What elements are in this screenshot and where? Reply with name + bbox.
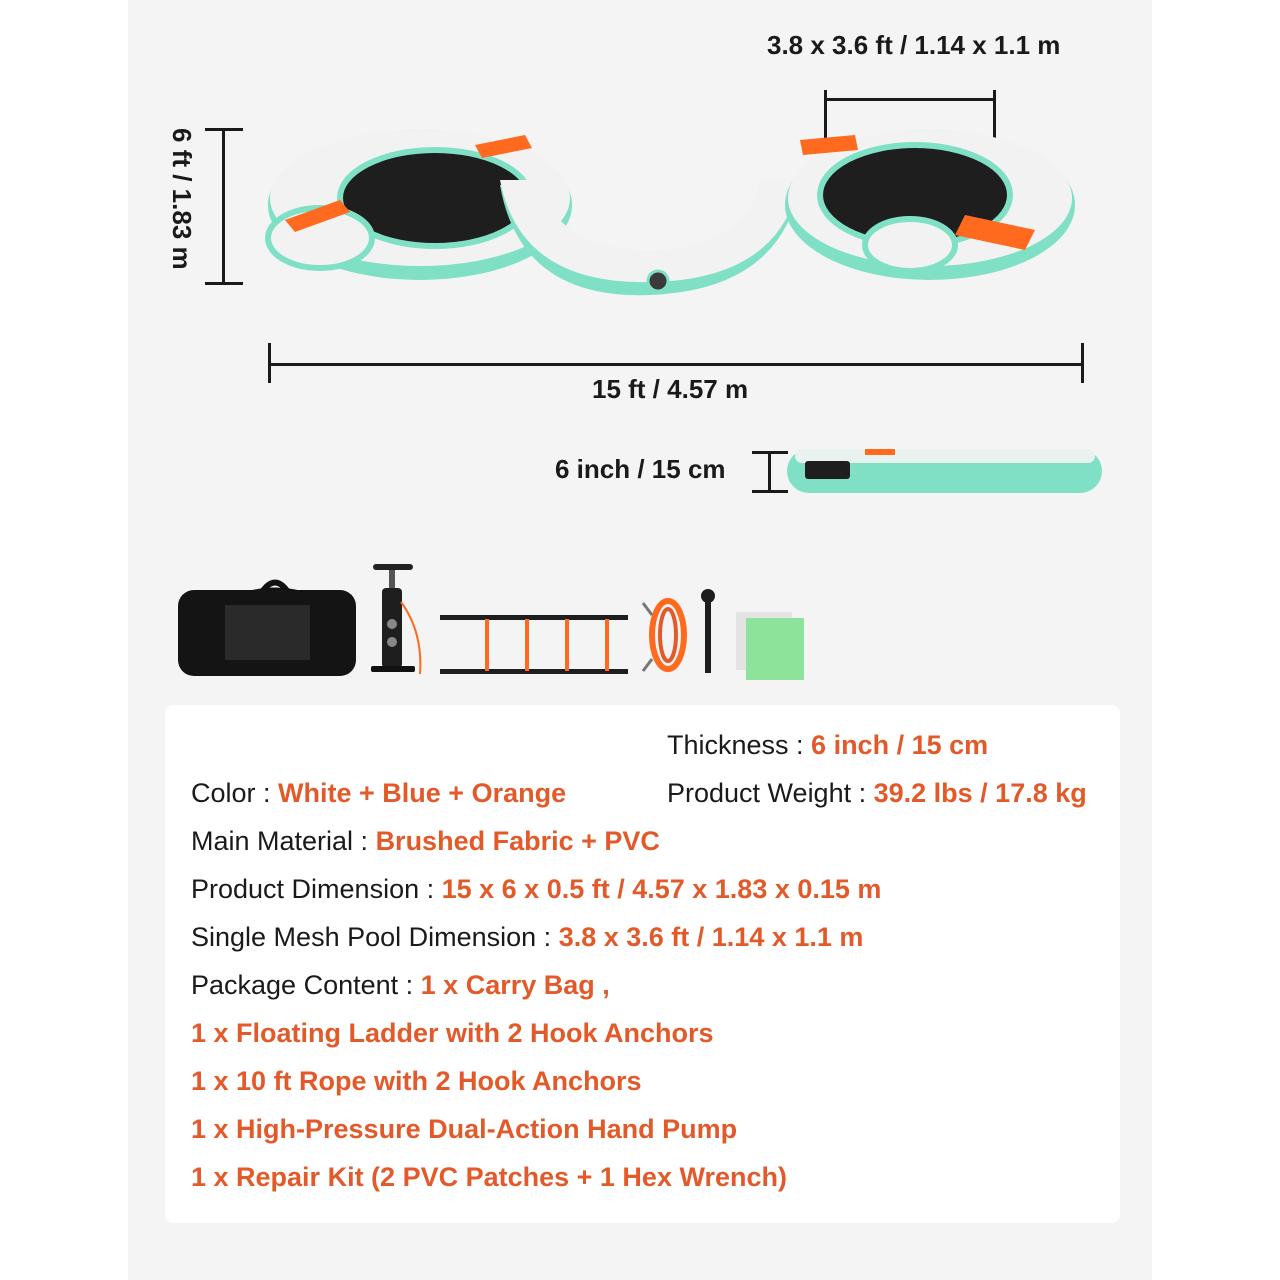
spec-weight-label: Product Weight :	[667, 778, 874, 808]
spec-dimension-label: Product Dimension :	[191, 874, 442, 904]
spec-pool-value: 3.8 x 3.6 ft / 1.14 x 1.1 m	[558, 922, 864, 952]
package-item: 1 x Carry Bag ,	[420, 970, 610, 1000]
spec-dimension-value: 15 x 6 x 0.5 ft / 4.57 x 1.83 x 0.15 m	[441, 874, 882, 904]
thickness-label: 6 inch / 15 cm	[555, 454, 726, 484]
spec-color	[191, 778, 566, 809]
thickness-tick-bottom	[752, 490, 788, 493]
hex-wrench-icon	[698, 588, 718, 678]
floating-mat-side-view	[785, 445, 1105, 497]
spec-package-label: Package Content :	[191, 970, 421, 1000]
pvc-patch-icon	[734, 610, 806, 682]
package-item: 1 x Repair Kit (2 PVC Patches + 1 Hex Wrench)	[191, 1162, 787, 1192]
spec-package	[191, 970, 610, 1001]
spec-color-label: Color :	[191, 778, 279, 808]
spec-material-value: Brushed Fabric + PVC	[375, 826, 660, 856]
floating-mat-top-view	[0, 0, 1280, 330]
floating-ladder-icon	[440, 613, 630, 678]
spec-dimension	[191, 874, 881, 905]
spec-weight	[667, 778, 1087, 809]
thickness-line	[768, 452, 771, 492]
air-valve	[648, 271, 668, 291]
spec-weight-value: 39.2 lbs / 17.8 kg	[873, 778, 1087, 808]
package-item: 1 x High-Pressure Dual-Action Hand Pump	[191, 1114, 738, 1144]
length-tick-right	[1081, 343, 1084, 383]
package-item: 1 x 10 ft Rope with 2 Hook Anchors	[191, 1066, 642, 1096]
spec-color-value: White + Blue + Orange	[278, 778, 567, 808]
package-item: 1 x Floating Ladder with 2 Hook Anchors	[191, 1018, 714, 1048]
hand-pump-icon	[365, 562, 435, 677]
spec-material	[191, 826, 660, 857]
height-label: 6 ft / 1.83 m	[167, 128, 197, 270]
spec-material-label: Main Material :	[191, 826, 376, 856]
spec-thickness-label: Thickness :	[667, 730, 812, 760]
thickness-tick-top	[752, 451, 788, 454]
length-tick-left	[268, 343, 271, 383]
spec-thickness	[667, 730, 988, 761]
pool-width-label: 3.8 x 3.6 ft / 1.14 x 1.1 m	[767, 30, 1061, 60]
length-line	[269, 363, 1084, 366]
length-label: 15 ft / 4.57 m	[592, 374, 749, 404]
spec-thickness-value: 6 inch / 15 cm	[811, 730, 989, 760]
rope-icon	[638, 595, 693, 680]
spec-pool	[191, 922, 863, 953]
carry-bag-icon	[175, 565, 360, 680]
spec-pool-label: Single Mesh Pool Dimension :	[191, 922, 559, 952]
right-seat	[865, 219, 955, 271]
